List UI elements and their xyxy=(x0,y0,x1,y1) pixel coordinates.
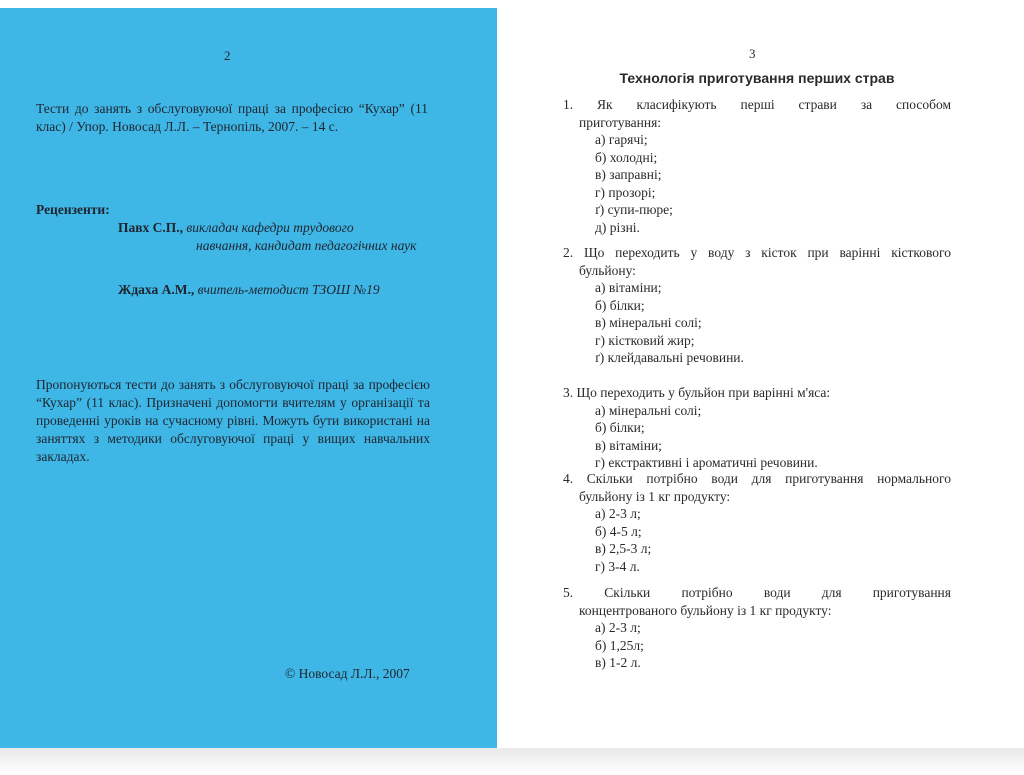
answer-options xyxy=(563,131,951,236)
reviewer-name: Павх С.П., xyxy=(118,220,184,235)
answer-options xyxy=(563,505,951,575)
question-text: 5. Скільки потрібно води для приготування xyxy=(563,585,951,600)
answer-options xyxy=(563,279,951,367)
question-text-continued: бульйону: xyxy=(579,262,636,278)
reviewer-role: вчитель-методист ТЗОШ №19 xyxy=(197,282,380,297)
answer-option: б) білки; xyxy=(595,420,645,435)
answer-option: г) кістковий жир; xyxy=(595,332,695,348)
reviewer-entry xyxy=(118,281,438,299)
answer-option: а) 2-3 л; xyxy=(595,620,641,635)
answer-option: г) екстрактивні і ароматичні речовини. xyxy=(595,455,818,470)
answer-option: в) 1-2 л. xyxy=(595,655,641,670)
test-question xyxy=(563,244,951,367)
answer-option: б) 4-5 л; xyxy=(595,523,642,539)
answer-option: ґ) супи-пюре; xyxy=(595,202,673,217)
answer-option: в) мінеральні солі; xyxy=(595,315,702,330)
question-text-continued: приготування: xyxy=(579,114,662,130)
answer-option: в) заправні; xyxy=(595,167,662,182)
answer-option: а) мінеральні солі; xyxy=(595,402,702,418)
answer-option: г) 3-4 л. xyxy=(595,558,640,574)
answer-options xyxy=(563,619,951,672)
answer-option: б) 1,25л; xyxy=(595,637,644,653)
bibliographic-record: Тести до занять з обслуговуючої праці за професією “Кухар” (11 клас) / Упор. Новосад Л.Л. – Тернопіль, 2007. – 14 с. xyxy=(36,101,428,134)
test-question xyxy=(563,96,951,236)
answer-option: а) гарячі; xyxy=(595,132,648,147)
reviewer-entry xyxy=(118,219,438,255)
test-question xyxy=(563,470,951,575)
copyright-notice: © Новосад Л.Л., 2007 xyxy=(285,666,410,681)
answer-option: г) прозорі; xyxy=(595,184,656,200)
answer-options xyxy=(563,402,951,472)
answer-option: а) вітаміни; xyxy=(595,280,662,295)
question-text: 1. Як класифікують перші страви за способом xyxy=(563,97,951,112)
annotation-paragraph: Пропонуються тести до занять з обслуговуючої праці за професією “Кухар” (11 клас). Призначені допомогти вчителям у організації та проведенні уроків на сучасному рівні. Можуть бути використані на заняттях з методики обслуговуючої праці у вищих навчальних закладах. xyxy=(36,377,430,464)
question-text: 4. Скільки потрібно води для приготування нормального xyxy=(563,471,951,486)
page-number: 3 xyxy=(749,46,756,61)
left-page xyxy=(0,8,497,748)
question-text: 3. Що переходить у бульйон при варінні м'яса: xyxy=(563,385,831,400)
question-text: 2. Що переходить у воду з кісток при варінні кісткового xyxy=(563,245,951,260)
answer-option: б) холодні; xyxy=(595,149,658,165)
scan-bottom-edge xyxy=(0,748,1024,775)
reviewer-name: Ждаха А.М., xyxy=(118,282,195,297)
answer-option: а) 2-3 л; xyxy=(595,506,641,521)
question-text-continued: бульйону із 1 кг продукту: xyxy=(579,488,731,504)
answer-option: в) вітаміни; xyxy=(595,437,662,453)
page-number: 2 xyxy=(224,48,231,63)
test-question xyxy=(563,384,951,472)
answer-option: ґ) клейдавальні речовини. xyxy=(595,350,744,365)
right-page xyxy=(497,8,1024,748)
answer-option: в) 2,5-3 л; xyxy=(595,541,652,556)
test-question xyxy=(563,584,951,672)
question-text-continued: концентрованого бульйону із 1 кг продукту: xyxy=(579,602,832,618)
reviewer-role: викладач кафедри трудового xyxy=(186,220,354,235)
section-title: Технологія приготування перших страв xyxy=(619,70,895,86)
reviewer-role-continued: навчання, кандидат педагогічних наук xyxy=(196,238,417,253)
reviewers-heading: Рецензенти: xyxy=(36,202,110,217)
answer-option: д) різні. xyxy=(595,219,640,235)
answer-option: б) білки; xyxy=(595,297,645,313)
